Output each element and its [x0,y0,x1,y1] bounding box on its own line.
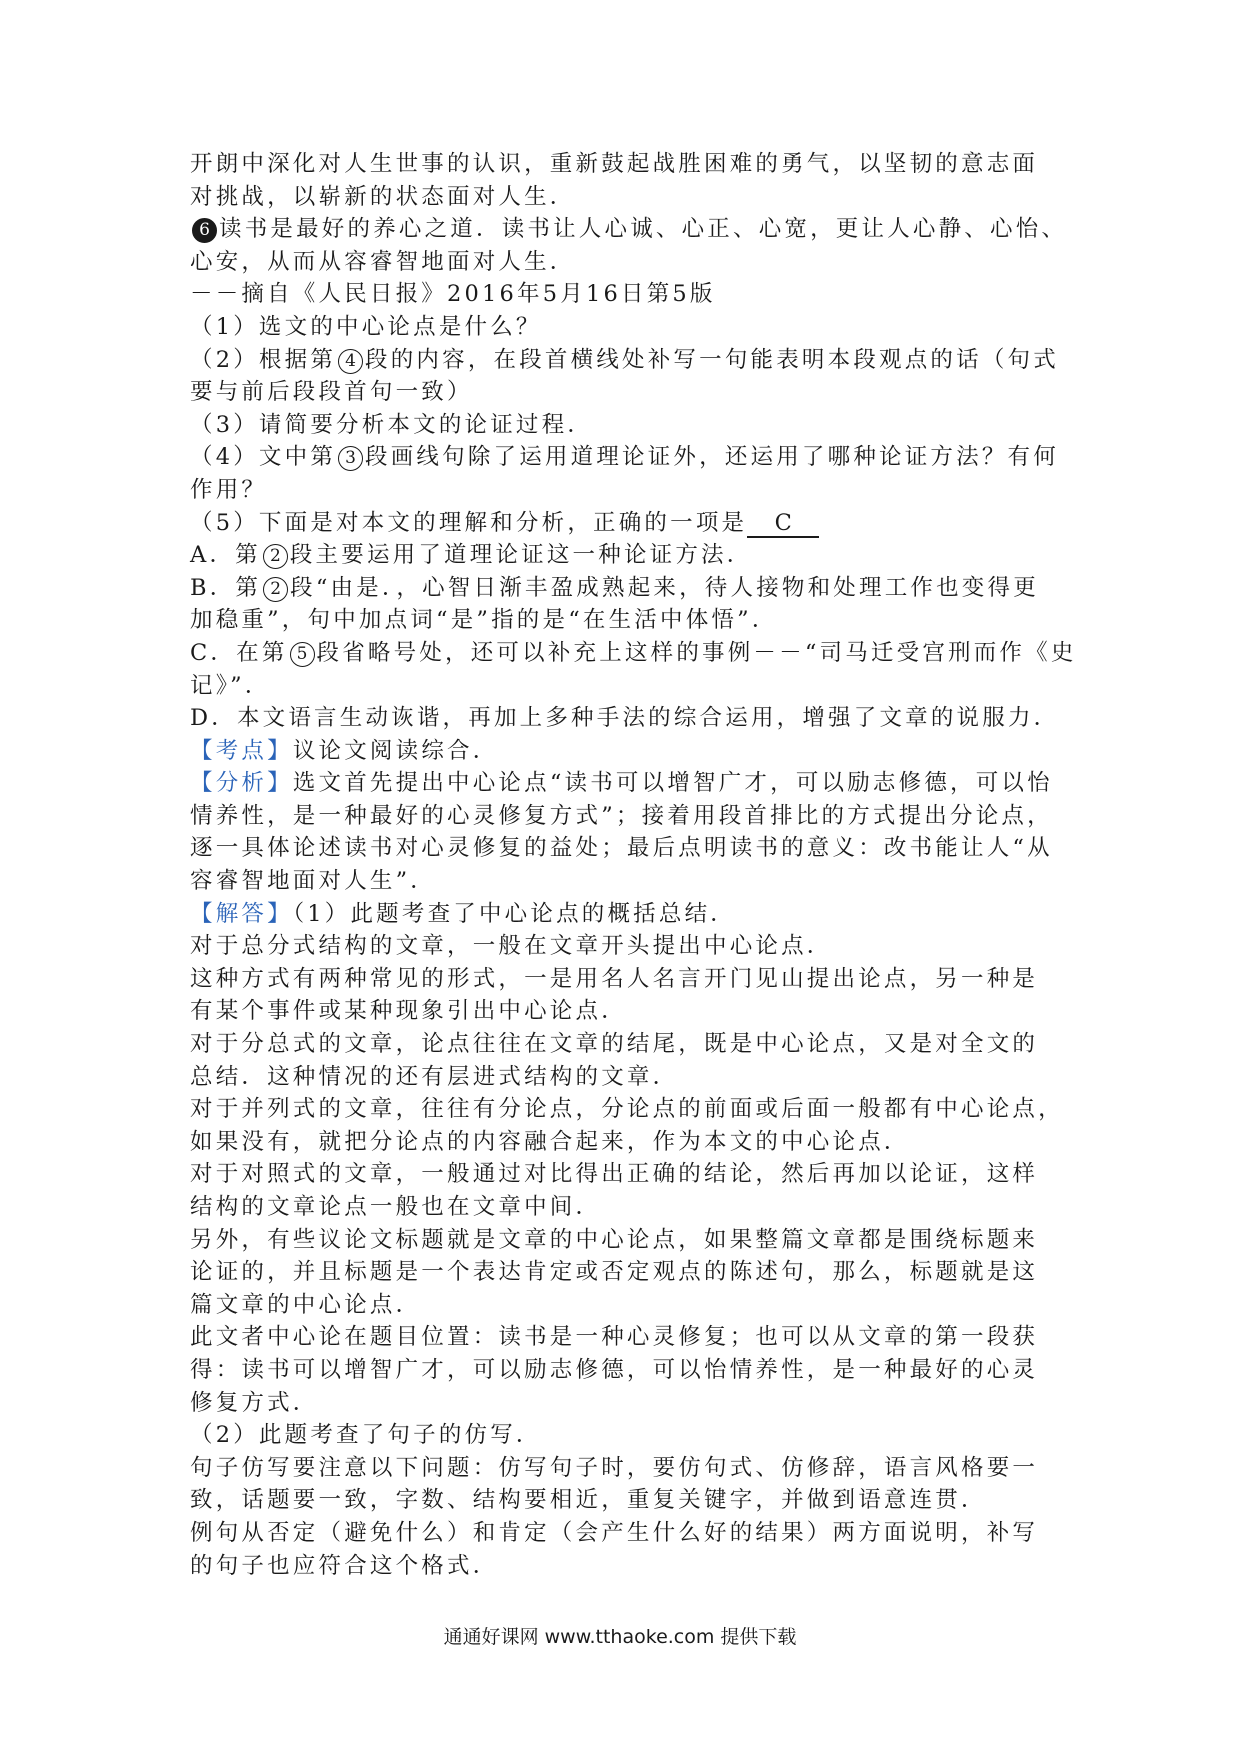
text: A．第 [190,542,261,569]
text-line: 如果没有，就把分论点的内容融合起来，作为本文的中心论点． [190,1128,910,1155]
fenxi-line [190,767,1060,800]
text: （5）下面是对本文的理解和分析，正确的一项是 [190,509,748,536]
fenxi-tag: 【分析】 [190,770,293,797]
text-line: 要与前后段段首句一致） [190,379,473,406]
text-line: 对于对照式的文章，一般通过对比得出正确的结论，然后再加以论证，这样 [190,1161,1039,1188]
question-3: （3）请简要分析本文的论证过程． [190,411,594,438]
circled-number-2: 2 [263,577,288,602]
text-line: 篇文章的中心论点． [190,1291,422,1318]
text-line: 结构的文章论点一般也在文章中间． [190,1194,602,1220]
text: 议论文阅读综合． [292,737,499,764]
text-line: 加稳重”，句中加点词“是”指的是“在生活中体悟”． [190,607,778,634]
question-1: （1）选文的中心论点是什么？ [190,313,542,340]
text: 段画线句除了运用道理论证外，还运用了哪种论证方法？有何 [365,444,1059,471]
kaodian-tag: 【考点】 [190,737,293,764]
text-line: 致，话题要一致，字数、结构要相近，重复关键字，并做到语意连贯． [190,1487,987,1514]
text-line: 此文者中心论在题目位置：读书是一种心灵修复；也可以从文章的第一段获 [190,1324,1039,1351]
text-line: 心安，从而从容睿智地面对人生． [190,248,576,275]
text-line: 例句从否定（避免什么）和肯定（会产生什么好的结果）两方面说明，补写 [190,1519,1039,1546]
question-5 [190,507,1060,540]
text-line: 论证的，并且标题是一个表达肯定或否定观点的陈述句，那么，标题就是这 [190,1259,1039,1286]
text: （1）此题考查了中心论点的概括总结． [292,900,736,927]
footer-watermark: 通通好课网 www.tthaoke.com 提供下载 [443,1626,797,1648]
text-line: 开朗中深化对人生世事的认识，重新鼓起战胜困难的勇气，以坚韧的意志面 [190,151,1039,177]
paragraph-6-line [190,213,1068,246]
text: 段省略号处，还可以补充上这样的事例－－“司马迁受宫刑而作《史 [316,639,1077,666]
text-line: 作用？ [190,476,268,503]
answer-blank: C [747,510,819,538]
circled-number-3: 3 [338,446,363,471]
source-citation: －－摘自《人民日报》2016年5月16日第5版 [190,281,716,308]
text-line: 的句子也应符合这个格式． [190,1552,499,1579]
text: （2）根据第 [190,346,337,373]
text: 选文首先提出中心论点“读书可以增智广才，可以励志修德，可以怡 [292,770,1053,797]
circled-number-2: 2 [263,544,288,569]
circled-number-6: 6 [192,218,217,243]
question-4 [190,441,1060,474]
option-a [190,539,1060,572]
text: 段的内容，在段首横线处补写一句能表明本段观点的话（句式 [365,346,1059,373]
kaodian-line [190,735,1060,768]
text: （4）文中第 [190,444,337,471]
text-line: 对于总分式结构的文章，一般在文章开头提出中心论点． [190,933,833,960]
text-line: 这种方式有两种常见的形式，一是用名人名言开门见山提出论点，另一种是 [190,965,1039,992]
document-body [190,148,1077,1582]
circled-number-5: 5 [290,642,315,667]
option-b [190,572,1060,605]
text-line: 对于并列式的文章，往往有分论点，分论点的前面或后面一般都有中心论点， [190,1096,1064,1123]
text-line: 有某个事件或某种现象引出中心论点． [190,998,627,1025]
text: 段“由是．，心智日渐丰盈成熟起来，待人接物和处理工作也变得更 [290,574,1039,601]
text-line: 对挑战，以崭新的状态面对人生． [190,183,576,210]
option-d: D．本文语言生动诙谐，再加上多种手法的综合运用，增强了文章的说服力． [190,705,1060,732]
option-c [190,637,1077,670]
text-line: 总结．这种情况的还有层进式结构的文章． [190,1063,679,1090]
text-line: 修复方式． [190,1389,319,1416]
text-line: 句子仿写要注意以下问题：仿写句子时，要仿句式、仿修辞，语言风格要一 [190,1454,1039,1481]
text-line: 逐一具体论述读书对心灵修复的益处；最后点明读书的意义：改书能让人“从 [190,835,1053,862]
text: C．在第 [190,639,288,666]
text-line: 得：读书可以增智广才，可以励志修德，可以怡情养性，是一种最好的心灵 [190,1356,1039,1383]
text: 段主要运用了道理论证这一种论证方法． [289,542,753,569]
circled-number-4: 4 [338,349,363,374]
text-line: 情养性，是一种最好的心灵修复方式”；接着用段首排比的方式提出分论点， [190,802,1053,829]
text-line: 另外，有些议论文标题就是文章的中心论点，如果整篇文章都是围绕标题来 [190,1226,1039,1253]
text: 读书是最好的养心之道．读书让人心诚、心正、心宽，更让人心静、心怡、 [219,216,1068,243]
question-2 [190,344,1060,377]
text: B．第 [190,574,262,601]
jieda-tag: 【解答】 [190,900,293,927]
jieda-line [190,898,1060,931]
text-line: 容睿智地面对人生”． [190,868,437,895]
text-line: 对于分总式的文章，论点往往在文章的结尾，既是中心论点，又是对全文的 [190,1031,1039,1058]
text-line: （2）此题考查了句子的仿写． [190,1422,542,1449]
text-line: 记》”． [190,672,271,699]
